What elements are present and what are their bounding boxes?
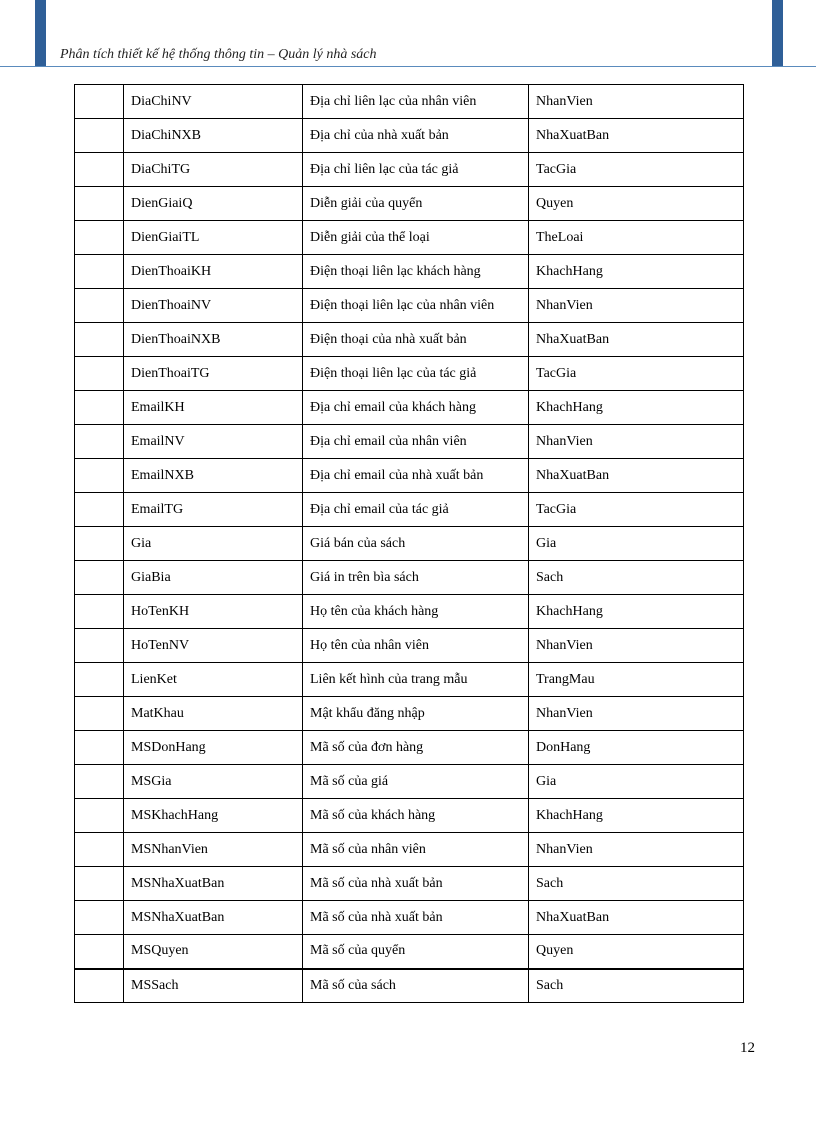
row-number-cell	[75, 799, 124, 833]
field-name-cell: EmailNV	[124, 425, 303, 459]
entity-cell: TacGia	[529, 357, 744, 391]
entity-cell: Quyen	[529, 935, 744, 969]
page-number: 12	[740, 1040, 755, 1056]
row-number-cell	[75, 697, 124, 731]
row-number-cell	[75, 595, 124, 629]
entity-cell: NhanVien	[529, 629, 744, 663]
table-row	[75, 935, 744, 969]
entity-cell: NhaXuatBan	[529, 459, 744, 493]
description-cell: Mã số của đơn hàng	[303, 731, 529, 765]
entity-cell: TrangMau	[529, 663, 744, 697]
table-row	[75, 867, 744, 901]
entity-cell: Gia	[529, 527, 744, 561]
data-dictionary-table	[74, 84, 744, 1003]
entity-cell: NhanVien	[529, 85, 744, 119]
entity-cell: NhanVien	[529, 289, 744, 323]
row-number-cell	[75, 935, 124, 969]
entity-cell: KhachHang	[529, 391, 744, 425]
entity-cell: Sach	[529, 867, 744, 901]
description-cell: Điện thoại của nhà xuất bản	[303, 323, 529, 357]
row-number-cell	[75, 425, 124, 459]
table-row	[75, 527, 744, 561]
field-name-cell: DiaChiNXB	[124, 119, 303, 153]
field-name-cell: MSSach	[124, 969, 303, 1003]
row-number-cell	[75, 527, 124, 561]
field-name-cell: MSNhaXuatBan	[124, 867, 303, 901]
header-divider	[0, 66, 816, 67]
entity-cell: NhaXuatBan	[529, 323, 744, 357]
table-body	[75, 85, 744, 1003]
row-number-cell	[75, 323, 124, 357]
entity-cell: Sach	[529, 969, 744, 1003]
row-number-cell	[75, 255, 124, 289]
row-number-cell	[75, 221, 124, 255]
field-name-cell: GiaBia	[124, 561, 303, 595]
table-row	[75, 697, 744, 731]
table-row	[75, 765, 744, 799]
entity-cell: TheLoai	[529, 221, 744, 255]
field-name-cell: EmailKH	[124, 391, 303, 425]
description-cell: Điện thoại liên lạc khách hàng	[303, 255, 529, 289]
entity-cell: DonHang	[529, 731, 744, 765]
description-cell: Giá bán của sách	[303, 527, 529, 561]
description-cell: Điện thoại liên lạc của nhân viên	[303, 289, 529, 323]
row-number-cell	[75, 561, 124, 595]
table-row	[75, 561, 744, 595]
row-number-cell	[75, 731, 124, 765]
row-number-cell	[75, 85, 124, 119]
description-cell: Diễn giải của thể loại	[303, 221, 529, 255]
entity-cell: TacGia	[529, 493, 744, 527]
field-name-cell: DiaChiTG	[124, 153, 303, 187]
table-row	[75, 901, 744, 935]
description-cell: Mã số của nhà xuất bản	[303, 901, 529, 935]
description-cell: Mã số của khách hàng	[303, 799, 529, 833]
description-cell: Địa chỉ liên lạc của tác giả	[303, 153, 529, 187]
description-cell: Địa chỉ liên lạc của nhân viên	[303, 85, 529, 119]
table-row	[75, 799, 744, 833]
field-name-cell: DienThoaiTG	[124, 357, 303, 391]
description-cell: Họ tên của khách hàng	[303, 595, 529, 629]
table-row	[75, 187, 744, 221]
description-cell: Mã số của nhà xuất bản	[303, 867, 529, 901]
table-row	[75, 153, 744, 187]
field-name-cell: MSDonHang	[124, 731, 303, 765]
table-row	[75, 391, 744, 425]
row-number-cell	[75, 833, 124, 867]
row-number-cell	[75, 153, 124, 187]
header-accent-bar-left	[35, 0, 46, 66]
table-row	[75, 459, 744, 493]
field-name-cell: HoTenNV	[124, 629, 303, 663]
entity-cell: NhanVien	[529, 833, 744, 867]
table-row	[75, 119, 744, 153]
table-row	[75, 289, 744, 323]
entity-cell: Gia	[529, 765, 744, 799]
field-name-cell: MSNhanVien	[124, 833, 303, 867]
table-row	[75, 629, 744, 663]
field-name-cell: MSKhachHang	[124, 799, 303, 833]
field-name-cell: Gia	[124, 527, 303, 561]
table-row	[75, 595, 744, 629]
table-row	[75, 255, 744, 289]
entity-cell: KhachHang	[529, 799, 744, 833]
table-row	[75, 85, 744, 119]
row-number-cell	[75, 187, 124, 221]
row-number-cell	[75, 289, 124, 323]
entity-cell: Quyen	[529, 187, 744, 221]
running-header-title: Phân tích thiết kế hệ thống thông tin – Quản lý nhà sách	[60, 47, 377, 62]
description-cell: Địa chỉ của nhà xuất bản	[303, 119, 529, 153]
field-name-cell: LienKet	[124, 663, 303, 697]
description-cell: Mã số của quyển	[303, 935, 529, 969]
description-cell: Địa chỉ email của khách hàng	[303, 391, 529, 425]
description-cell: Mã số của sách	[303, 969, 529, 1003]
entity-cell: Sach	[529, 561, 744, 595]
table-row	[75, 323, 744, 357]
table-row	[75, 663, 744, 697]
description-cell: Giá in trên bìa sách	[303, 561, 529, 595]
description-cell: Điện thoại liên lạc của tác giả	[303, 357, 529, 391]
row-number-cell	[75, 119, 124, 153]
description-cell: Họ tên của nhân viên	[303, 629, 529, 663]
field-name-cell: EmailTG	[124, 493, 303, 527]
table-row	[75, 425, 744, 459]
row-number-cell	[75, 391, 124, 425]
entity-cell: NhanVien	[529, 697, 744, 731]
description-cell: Diễn giải của quyển	[303, 187, 529, 221]
field-name-cell: DienThoaiNXB	[124, 323, 303, 357]
row-number-cell	[75, 357, 124, 391]
entity-cell: KhachHang	[529, 255, 744, 289]
table-row	[75, 357, 744, 391]
entity-cell: TacGia	[529, 153, 744, 187]
description-cell: Địa chỉ email của nhà xuất bản	[303, 459, 529, 493]
table-row	[75, 221, 744, 255]
entity-cell: NhaXuatBan	[529, 119, 744, 153]
description-cell: Liên kết hình của trang mẫu	[303, 663, 529, 697]
row-number-cell	[75, 765, 124, 799]
description-cell: Mã số của giá	[303, 765, 529, 799]
header-accent-bar-right	[772, 0, 783, 66]
field-name-cell: DienGiaiTL	[124, 221, 303, 255]
row-number-cell	[75, 969, 124, 1003]
table-row	[75, 969, 744, 1003]
table-row	[75, 833, 744, 867]
field-name-cell: MSNhaXuatBan	[124, 901, 303, 935]
field-name-cell: DienThoaiNV	[124, 289, 303, 323]
description-cell: Địa chỉ email của nhân viên	[303, 425, 529, 459]
entity-cell: KhachHang	[529, 595, 744, 629]
field-name-cell: MSQuyen	[124, 935, 303, 969]
row-number-cell	[75, 867, 124, 901]
field-name-cell: MSGia	[124, 765, 303, 799]
row-number-cell	[75, 901, 124, 935]
field-name-cell: DienThoaiKH	[124, 255, 303, 289]
row-number-cell	[75, 629, 124, 663]
table-row	[75, 493, 744, 527]
field-name-cell: EmailNXB	[124, 459, 303, 493]
field-name-cell: MatKhau	[124, 697, 303, 731]
description-cell: Mã số của nhân viên	[303, 833, 529, 867]
entity-cell: NhaXuatBan	[529, 901, 744, 935]
table-row	[75, 731, 744, 765]
row-number-cell	[75, 663, 124, 697]
field-name-cell: DiaChiNV	[124, 85, 303, 119]
entity-cell: NhanVien	[529, 425, 744, 459]
field-name-cell: HoTenKH	[124, 595, 303, 629]
description-cell: Địa chỉ email của tác giả	[303, 493, 529, 527]
row-number-cell	[75, 493, 124, 527]
field-name-cell: DienGiaiQ	[124, 187, 303, 221]
description-cell: Mật khẩu đăng nhập	[303, 697, 529, 731]
row-number-cell	[75, 459, 124, 493]
